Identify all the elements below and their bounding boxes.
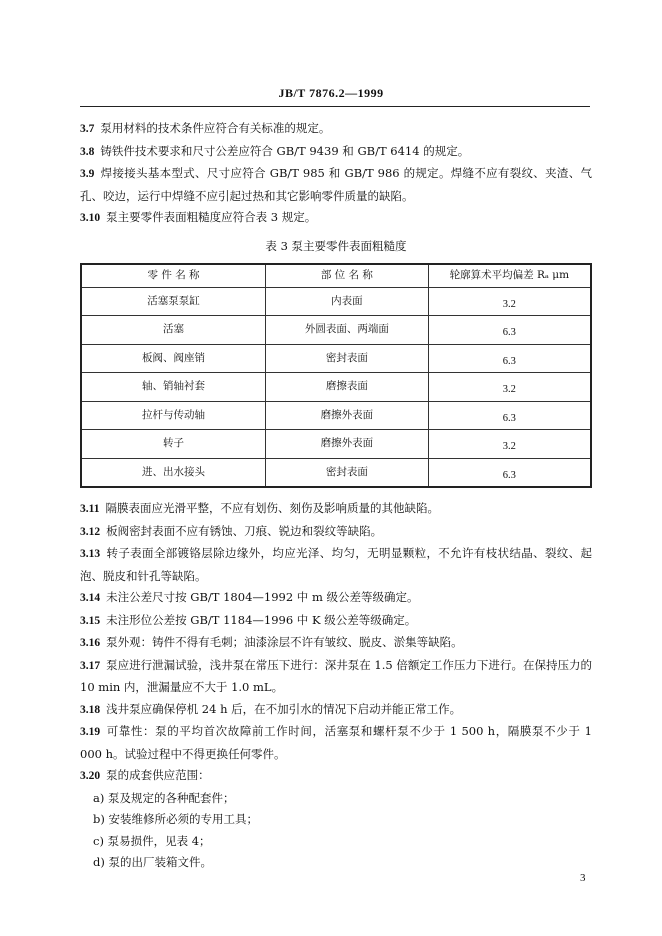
- clause-text: 隔膜表面应光滑平整，不应有划伤、刻伤及影响质量的其他缺陷。: [105, 501, 439, 515]
- clause-text: 泵的成套供应范围：: [106, 768, 210, 782]
- clause-number: 3.8: [80, 145, 95, 158]
- clause-number: 3.11: [80, 503, 100, 515]
- roughness-cell: 3.2: [428, 373, 591, 402]
- clause-3-11: [80, 498, 592, 521]
- clause-text: 未注公差尺寸按 GB/T 1804—1992 中 m 级公差等级确定。: [106, 590, 419, 604]
- location-cell: 磨擦表面: [266, 373, 429, 402]
- list-item: c) 泵易损件，见表 4；: [93, 833, 211, 848]
- part-name-cell: 进、出水接头: [81, 458, 266, 487]
- clause-number: 3.12: [80, 525, 101, 538]
- document-body: [80, 118, 592, 874]
- table-row: [81, 401, 591, 430]
- roughness-cell: 6.3: [428, 344, 591, 373]
- clause-text: 泵用材料的技术条件应符合有关标准的规定。: [100, 121, 331, 135]
- clause-3-15: [80, 610, 592, 633]
- roughness-cell: 6.3: [428, 401, 591, 430]
- roughness-table: [80, 263, 592, 488]
- list-item: a) 泵及规定的各种配套件；: [93, 790, 235, 805]
- clause-text: 板阀密封表面不应有锈蚀、刀痕、锐边和裂纹等缺陷。: [106, 523, 383, 538]
- location-cell: 磨擦外表面: [266, 430, 429, 459]
- clause-number: 3.19: [80, 726, 101, 738]
- clause-number: 3.13: [80, 548, 101, 560]
- clause-number: 3.16: [80, 637, 101, 649]
- clause-number: 3.18: [80, 703, 101, 716]
- list-item: d) 泵的出厂装箱文件。: [93, 855, 213, 869]
- clause-3-14: [80, 587, 592, 610]
- table-title: 表 3 泵主要零件表面粗糙度: [265, 238, 407, 253]
- header-roughness: 轮廓算术平均偏差 Rₐ μm: [428, 264, 591, 287]
- clause-3-8: [80, 141, 592, 164]
- clause-number: 3.9: [80, 168, 95, 180]
- part-name-cell: 活塞: [81, 316, 266, 345]
- clause-3-13: [80, 543, 592, 587]
- clause-text: 可靠性：泵的平均首次故障前工作时间，活塞泵和螺杆泵不少于 1 500 h，隔膜泵不少于 1 000 h。试验过程中不得更换任何零件。: [80, 724, 592, 761]
- clause-3-17: [80, 655, 592, 699]
- location-cell: 密封表面: [266, 344, 429, 373]
- part-name-cell: 转子: [81, 430, 266, 459]
- part-name-cell: 活塞泵泵缸: [81, 287, 266, 316]
- clause-number: 3.20: [80, 770, 101, 782]
- table-row: [81, 344, 591, 373]
- clause-3-20: [80, 765, 592, 788]
- clause-text: 焊接接头基本型式、尺寸应符合 GB/T 985 和 GB/T 986 的规定。焊缝不应有裂纹、夹渣、气孔、咬边，运行中焊缝不应引起过热和其它影响零件质量的缺陷。: [80, 166, 592, 203]
- clause-text: 泵应进行泄漏试验，浅井泵在常压下进行：深井泵在 1.5 倍额定工作压力下进行。在保持压力的 10 min 内，泄漏量应不大于 1.0 mL。: [80, 657, 592, 694]
- page-number: 3: [580, 872, 586, 884]
- table-row: [81, 316, 591, 345]
- part-name-cell: 板阀、阀座销: [81, 344, 266, 373]
- clause-number: 3.7: [80, 123, 95, 135]
- clause-3-12: [80, 521, 592, 544]
- header-rule: [80, 106, 590, 107]
- header-location-name: 部 位 名 称: [266, 264, 429, 287]
- clause-3-19: [80, 721, 592, 765]
- roughness-cell: 3.2: [428, 287, 591, 316]
- clause-3-18: [80, 699, 592, 722]
- clause-3-7: [80, 118, 592, 141]
- location-cell: 磨擦外表面: [266, 401, 429, 430]
- header-part-name: 零 件 名 称: [81, 264, 266, 287]
- table-row: [81, 373, 591, 402]
- clause-text: 浅井泵应确保停机 24 h 后，在不加引水的情况下启动并能正常工作。: [106, 701, 462, 716]
- location-cell: 密封表面: [266, 458, 429, 487]
- clause-text: 泵外观：铸件不得有毛刺；油漆涂层不许有皱纹、脱皮、淤集等缺陷。: [106, 635, 463, 649]
- clause-text: 泵主要零件表面粗糙度应符合表 3 规定。: [106, 210, 317, 224]
- table-row: [81, 287, 591, 316]
- clause-text: 转子表面全部镀铬层除边缘外，均应光泽、均匀，无明显颗粒，不允许有枝状结晶、裂纹、起泡、脱皮和针孔等缺陷。: [80, 546, 592, 583]
- clause-number: 3.15: [80, 614, 101, 627]
- table-header-row: [81, 264, 591, 287]
- clause-text: 未注形位公差按 GB/T 1184—1996 中 K 级公差等级确定。: [106, 612, 417, 627]
- list-item: b) 安装维修所必须的专用工具；: [93, 812, 259, 826]
- table-row: [81, 430, 591, 459]
- location-cell: 外圆表面、两端面: [266, 316, 429, 345]
- standard-code: JB/T 7876.2—1999: [278, 86, 384, 100]
- clause-number: 3.10: [80, 212, 101, 224]
- clause-number: 3.17: [80, 659, 101, 672]
- clause-3-9: [80, 163, 592, 207]
- location-cell: 内表面: [266, 287, 429, 316]
- part-name-cell: 拉杆与传动轴: [81, 401, 266, 430]
- clause-3-16: [80, 632, 592, 655]
- roughness-cell: 3.2: [428, 430, 591, 459]
- clause-number: 3.14: [80, 592, 101, 604]
- part-name-cell: 轴、销轴衬套: [81, 373, 266, 402]
- roughness-cell: 6.3: [428, 458, 591, 487]
- clause-3-10: [80, 207, 592, 230]
- table-row: [81, 458, 591, 487]
- clause-text: 铸铁件技术要求和尺寸公差应符合 GB/T 9439 和 GB/T 6414 的规定。: [100, 143, 470, 158]
- roughness-cell: 6.3: [428, 316, 591, 345]
